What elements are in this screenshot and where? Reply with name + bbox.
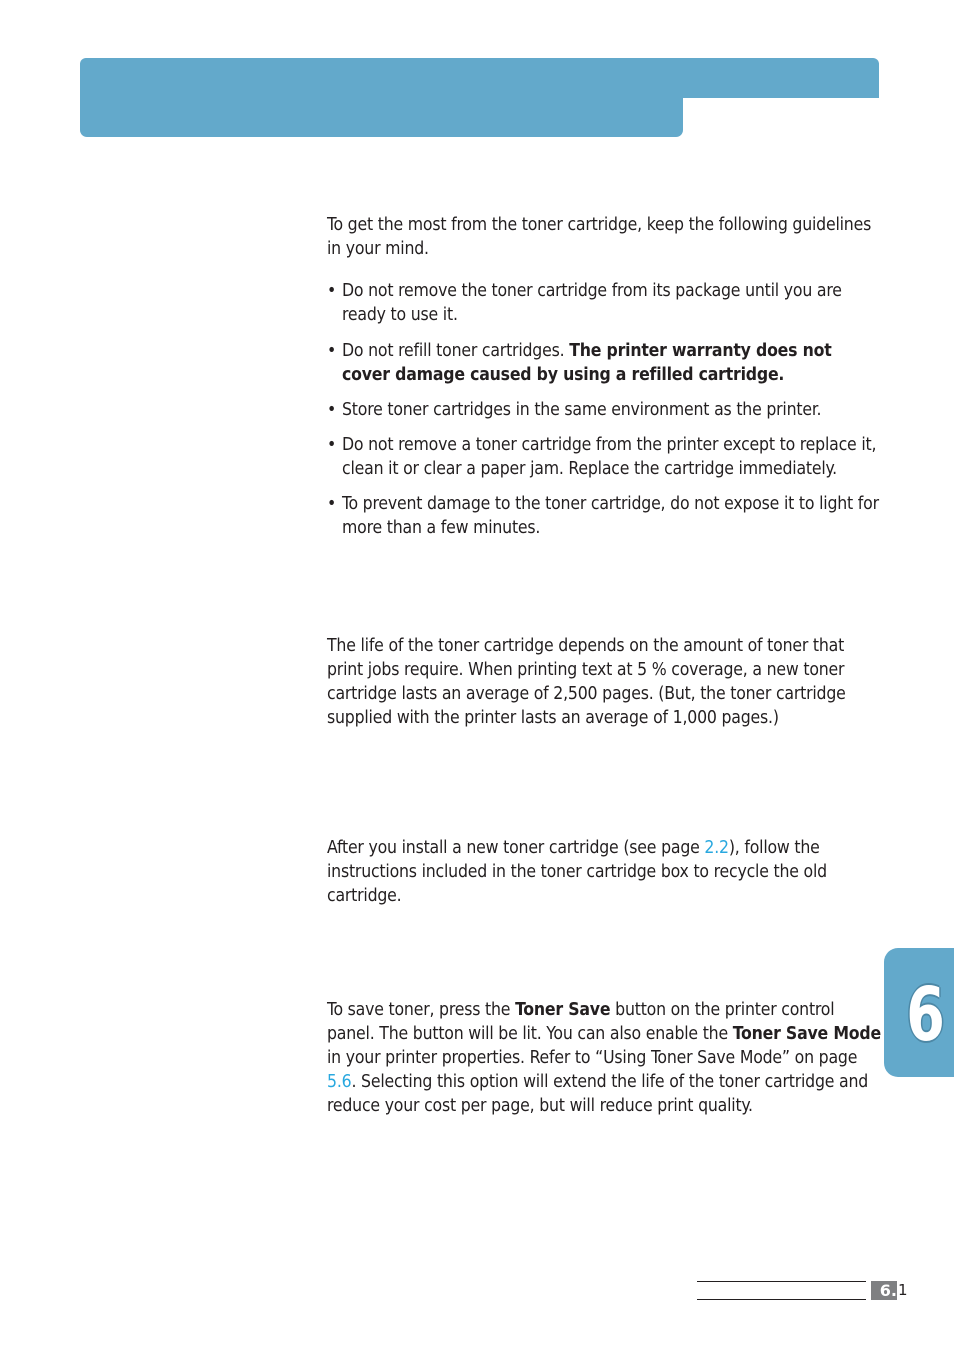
recycle-text: After you install a new toner cartridge (see page 2.2), follow the instructions included in the toner cartridge box to recycle the old cartridge. — [327, 838, 827, 906]
guideline-bullet-4: • Do not remove a toner cartridge from the printer except to replace it, clean it or clear a paper jam. Replace the cartridge immediately. — [327, 435, 877, 479]
page-link-2-2[interactable]: 2.2 — [704, 838, 729, 858]
page-chapter: 6. — [871, 1281, 897, 1300]
page-number-badge — [871, 1281, 913, 1300]
guideline-bullet-3: • Store toner cartridges in the same environment as the printer. — [327, 400, 822, 420]
page-link-5-6[interactable]: 5.6 — [327, 1072, 352, 1092]
toner-save-section — [327, 998, 883, 1118]
guideline-bullet-2: • Do not refill toner cartridges. The printer warranty does not cover damage caused by using a refilled cartridge. — [327, 341, 832, 385]
cartridge-life-section — [327, 634, 883, 730]
toner-save-button-label: Toner Save — [515, 1000, 611, 1020]
footer-rule-top — [697, 1281, 866, 1282]
page-number: 1 — [898, 1281, 908, 1299]
guideline-bullet-5: • To prevent damage to the toner cartridge, do not expose it to light for more than a few minutes. — [327, 494, 879, 538]
footer-rule-bottom — [697, 1299, 866, 1300]
cartridge-life-text: The life of the toner cartridge depends on the amount of toner that print jobs require. When printing text at 5 % coverage, a new toner cartridge lasts an average of 2,500 pages. (But, the toner cartridge supplied with the printer lasts an average of 1,000 pages.) — [327, 636, 846, 728]
toner-save-mode-label: Toner Save Mode — [732, 1024, 881, 1044]
warranty-warning: The printer warranty does not cover damage caused by using a refilled cartridge. — [342, 341, 832, 385]
header-banner-lower — [80, 90, 683, 137]
toner-save-text: To save toner, press the Toner Save button on the printer control panel. The button will be lit. You can also enable the Toner Save Mode in your printer properties. Refer to “Using Toner Save Mode” on page 5.6. Selecting this option will extend the life of the toner cartridge and reduce your cost per page, but will reduce print quality. — [327, 1000, 881, 1116]
guideline-bullet-1: • Do not remove the toner cartridge from its package until you are ready to use it. — [327, 281, 842, 325]
recycle-section — [327, 836, 883, 908]
chapter-number: 6 — [906, 972, 945, 1058]
guidelines-intro: To get the most from the toner cartridge, keep the following guidelines in your mind. — [327, 215, 872, 259]
guidelines-section — [327, 213, 883, 540]
